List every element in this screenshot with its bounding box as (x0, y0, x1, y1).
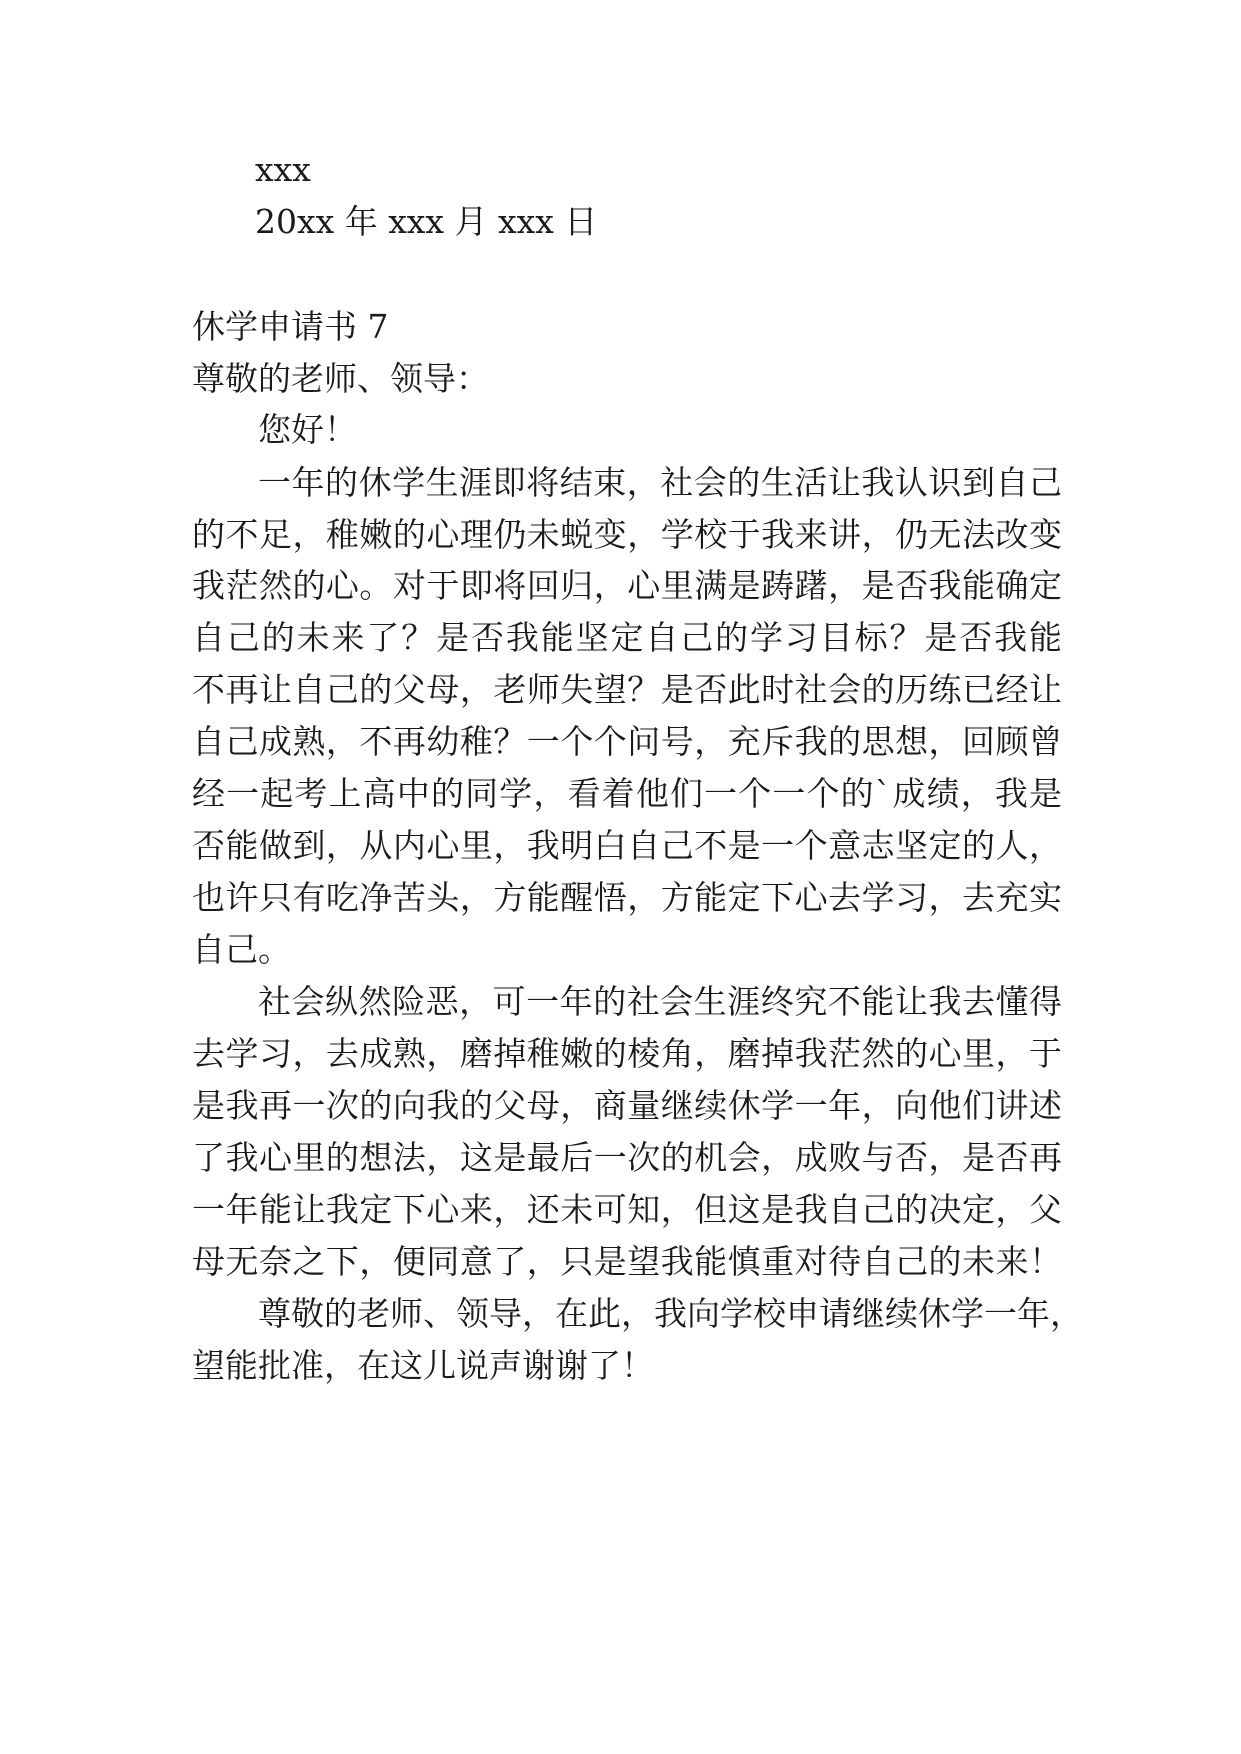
paragraph-line: 尊敬的老师、领导，在此，我向学校申请继续休学一年， (258, 1294, 1083, 1333)
paragraph-line: 一年的休学生涯即将结束，社会的生活让我认识到自己 (258, 463, 1062, 502)
paragraph-line: 去学习，去成熟，磨掉稚嫩的棱角，磨掉我茫然的心里，于 (192, 1034, 1062, 1073)
salutation: 尊敬的老师、领导： (192, 359, 489, 398)
document-title: 休学申请书 7 (192, 307, 389, 346)
paragraph-line: 社会纵然险恶，可一年的社会生涯终究不能让我去懂得 (258, 982, 1062, 1021)
paragraph-line: 望能批准，在这儿说声谢谢了！ (192, 1346, 654, 1385)
paragraph-line: 了我心里的想法，这是最后一次的机会，成败与否，是否再 (192, 1138, 1062, 1177)
paragraph-line: 经一起考上高中的同学，看着他们一个一个的`成绩，我是 (192, 774, 1062, 813)
paragraph-line: 不再让自己的父母，老师失望？是否此时社会的历练已经让 (192, 670, 1062, 709)
paragraph-line: 自己。 (192, 930, 291, 969)
signature-date: 20xx 年 xxx 月 xxx 日 (255, 202, 598, 241)
paragraph-line: 母无奈之下，便同意了，只是望我能慎重对待自己的未来！ (192, 1242, 1062, 1281)
paragraph-line: 自己成熟，不再幼稚？一个个问号，充斥我的思想，回顾曾 (192, 722, 1062, 761)
paragraph-line: 一年能让我定下心来，还未可知，但这是我自己的决定，父 (192, 1190, 1062, 1229)
paragraph-line: 我茫然的心。对于即将回归，心里满是踌躇，是否我能确定 (192, 566, 1062, 605)
paragraph-line: 也许只有吃净苦头，方能醒悟，方能定下心去学习，去充实 (192, 878, 1062, 917)
signature-name: xxx (255, 150, 311, 189)
paragraph-line: 自己的未来了？是否我能坚定自己的学习目标？是否我能 (192, 618, 1062, 657)
paragraph-line: 的不足，稚嫩的心理仍未蜕变，学校于我来讲，仍无法改变 (192, 515, 1062, 554)
paragraph-line: 是我再一次的向我的父母，商量继续休学一年，向他们讲述 (192, 1086, 1062, 1125)
paragraph-line: 否能做到，从内心里，我明白自己不是一个意志坚定的人， (192, 826, 1062, 865)
greeting: 您好！ (258, 410, 357, 449)
